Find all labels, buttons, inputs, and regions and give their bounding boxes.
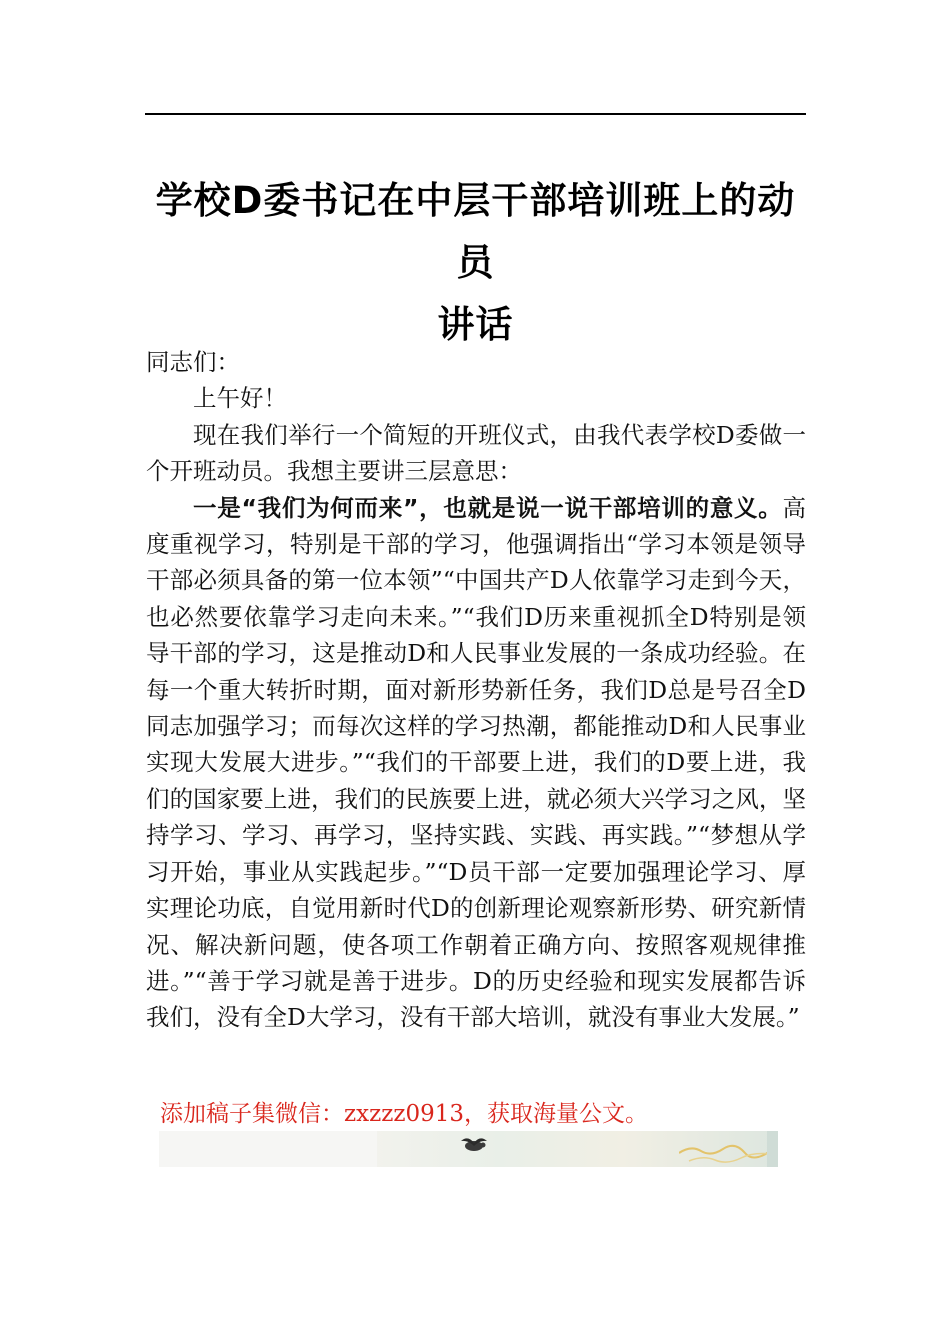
point-one-body: 高度重视学习，特别是干部的学习，他强调指出“学习本领是领导干部必须具备的第一位本领”“中国共产D人依靠学习走到今天，也必然要依靠学习走向未来。”“我们D历来重视抓全D特别是领导干部的学习，这是推动D和人民事业发展的一条成功经验。在每一个重大转折时期，面对新形势新任务，我们D总是号召全D同志加强学习；而每次这样的学习热潮，都能推动D和人民事业实现大发展大进步。”“我们的干部要上进，我们的D要上进，我们的国家要上进，我们的民族要上进，就必须大兴学习之风，坚持学习、学习、再学习，坚持实践、实践、再实践。”“梦想从学习开始，事业从实践起步。”“D员干部一定要加强理论学习、厚实理论功底，自觉用新时代D的创新理论观察新形势、研究新情况、解决新问题，使各项工作朝着正确方向、按照客观规律推进。”“善于学习就是善于进步。D的历史经验和现实发展都告诉我们，没有全D大学习，没有干部大培训，就没有事业大发展。” — [146, 493, 806, 1032]
greeting: 上午好！ — [193, 384, 287, 413]
intro-paragraph: 现在我们举行一个简短的开班仪式，由我代表学校D委做一个开班动员。我想主要讲三层意思： — [146, 420, 806, 486]
point-one-paragraph — [146, 490, 806, 1036]
document-title — [145, 170, 806, 356]
bird-icon — [457, 1133, 491, 1155]
banner-blank-area — [159, 1131, 377, 1167]
wave-decoration-icon — [679, 1131, 778, 1167]
promo-text: 添加稿子集微信：zxzzz0913，获取海量公文。 — [160, 1101, 648, 1127]
title-line-1: 学校D委书记在中层干部培训班上的动员 — [155, 179, 796, 284]
header-rule — [145, 113, 806, 115]
salutation: 同志们： — [146, 348, 240, 376]
document-body — [146, 344, 806, 1036]
title-line-2: 讲话 — [437, 303, 514, 346]
decorative-banner — [159, 1131, 778, 1167]
point-one-heading: 一是“我们为何而来”，也就是说一说干部培训的意义。 — [193, 493, 783, 522]
